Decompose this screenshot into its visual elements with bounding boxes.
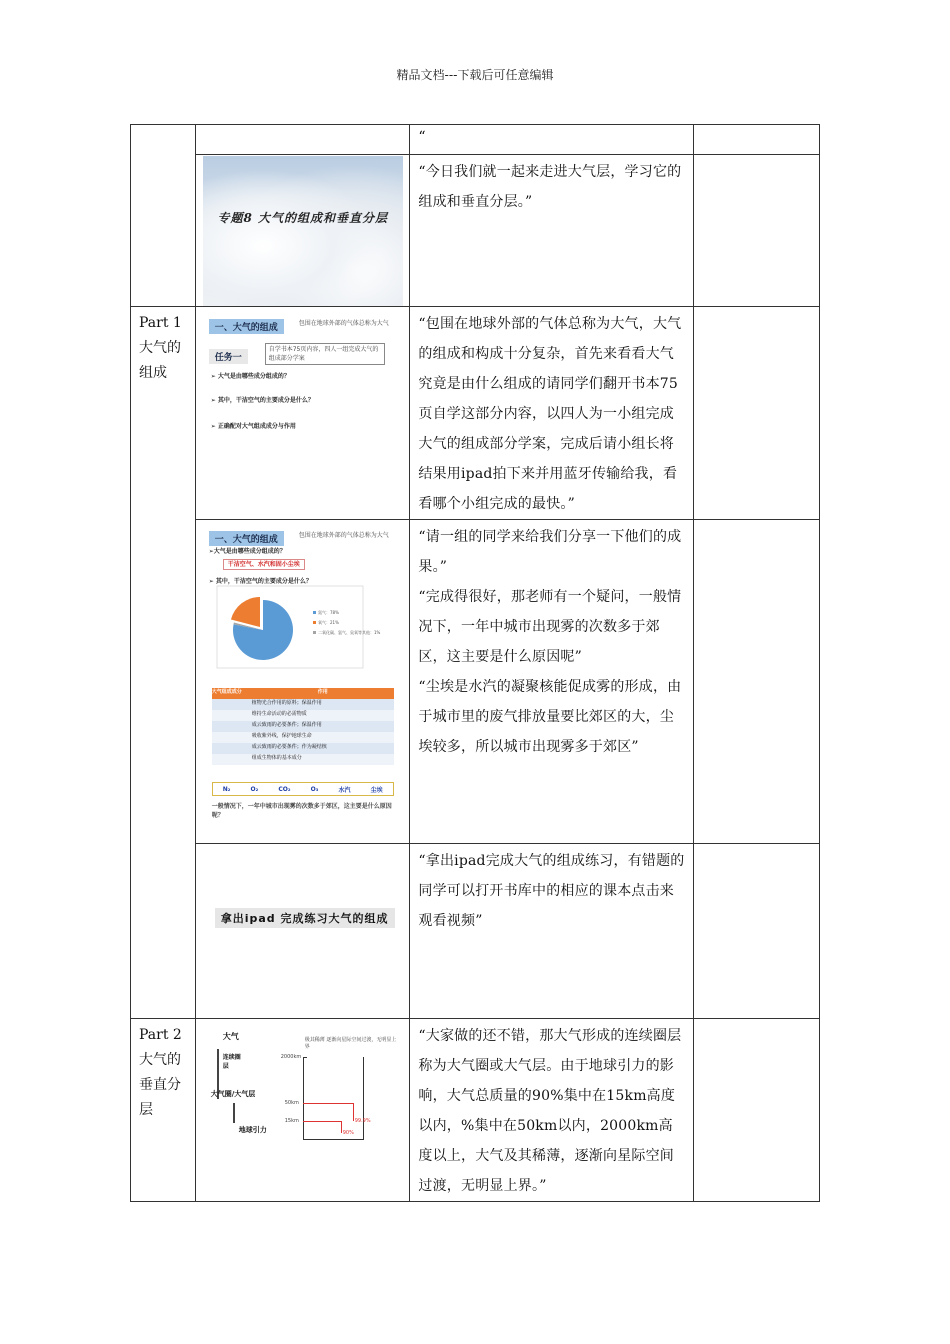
slide-note: 包围在地球外部的气体总称为大气 [298, 320, 389, 327]
pct-label: 90% [342, 1130, 354, 1136]
slide-note: 包围在地球外部的气体总称为大气 [298, 532, 389, 539]
slide-cell [196, 1019, 410, 1202]
pie-slice-o2 [231, 597, 260, 627]
line-50km-drop [353, 1103, 354, 1121]
speech-text: “尘埃是水汽的凝聚核能促成雾的形成，由于城市里的废气排放量要比郊区的大，尘埃较多，所以城市出现雾多于郊区” [418, 679, 682, 755]
note-cell [693, 307, 819, 520]
slide-cell [196, 307, 410, 520]
slide-tag: 一、大气的组成 [209, 319, 284, 334]
line-50km [303, 1103, 353, 1104]
line-15km [303, 1121, 341, 1122]
speech-text: “包围在地球外部的气体总称为大气，大气的组成和构成十分复杂，首先来看看大气究竟是由什么组成的请同学们翻开书本75页自学这部分内容，以四人为一小组完成大气的组成部分学案，完成后请小组长将结果用ipad拍下来并用蓝牙传输给我，看看哪个小组完成的最快。” [418, 316, 682, 512]
pct-label: 99.9% [354, 1118, 371, 1124]
part-label: Part 1 大气的组成 [139, 315, 182, 381]
legend-swatch-n2 [313, 611, 316, 614]
height-label: 2000km [280, 1054, 302, 1060]
part-cell [131, 125, 196, 307]
slide-bullet: ➢大气是由哪些成分组成的？ [208, 548, 286, 555]
legend-swatch-other [313, 631, 316, 634]
height-label: 50km [284, 1100, 299, 1106]
diagram-label: 大气圈/大气层 [210, 1090, 256, 1098]
slide-cell [196, 520, 410, 844]
speech-text: “完成得很好，那老师有一个疑问，一般情况下，一年中城市出现雾的次数多于郊区，这主要是什么原因呢” [418, 589, 682, 665]
column-right [363, 1057, 364, 1139]
speech-cell [410, 155, 693, 307]
line-15km-drop [341, 1121, 342, 1133]
table-row [131, 520, 820, 844]
layer-slide-image [203, 1023, 403, 1173]
gas-item: O₂ [250, 785, 259, 793]
legend-other: 二氧化碳、氩气、臭氧等其他：1% [317, 630, 381, 635]
table-row [131, 1019, 820, 1202]
slide-bullet: ➢ 大气是由哪些成分组成的？ [210, 373, 290, 380]
note-cell [693, 125, 819, 155]
height-label: 15km [284, 1118, 299, 1124]
slide-tag: 一、大气的组成 [209, 531, 284, 546]
diagram-arrow [233, 1103, 235, 1123]
gas-list [212, 782, 394, 796]
speech-text: “拿出ipad完成大气的组成练习，有错题的同学可以打开书库中的相应的课本点击来观看视频” [418, 853, 685, 929]
legend-swatch-o2 [313, 621, 316, 624]
diagram-label: 连续圈层 [222, 1054, 241, 1070]
speech-cell [410, 307, 693, 520]
speech-text: “ [418, 129, 426, 145]
slide-cell [196, 844, 410, 1019]
table-cell: 吸收紫外线，保护地球生命 [251, 733, 312, 739]
function-table [212, 688, 394, 765]
legend-n2: 氮气：78% [317, 610, 339, 615]
table-cell: 植物光合作用的原料；保温作用 [251, 700, 322, 706]
ipad-banner: 拿出ipad 完成练习大气的组成 [215, 908, 395, 928]
column-left [303, 1057, 304, 1139]
table-cell: 组成生物体的基本成分 [251, 755, 302, 761]
part-label: Part 2 大气的垂直分层 [139, 1027, 182, 1118]
speech-text: “大家做的还不错，那大气形成的连续圈层称为大气圈或大气层。由于地球引力的影响，大气总质量的90%集中在15km高度以内，%集中在50km以内，2000km高度以上，大气及其稀薄，逐渐向星际空间过渡，无明显上界。” [418, 1028, 682, 1194]
speech-text: “请一组的同学来给我们分享一下他们的成果。” [418, 529, 682, 575]
gas-item: CO₂ [278, 785, 291, 793]
slide-bullet: ➢ 其中，干洁空气的主要成分是什么？ [208, 578, 312, 585]
gas-item: 尘埃 [370, 786, 383, 794]
ipad-slide-image [203, 848, 403, 998]
table-cell: 成云致雨的必要条件；保温作用 [251, 722, 322, 728]
slide-bullet: ➢ 其中，干洁空气的主要成分是什么？ [210, 397, 314, 404]
slide-bullet: ➢ 正确配对大气组成成分与作用 [210, 423, 296, 430]
speech-cell [410, 844, 693, 1019]
page-header: 精品文档---下载后可任意编辑 [396, 68, 554, 82]
table-row [131, 155, 820, 307]
table-header: 大气组成成分 [211, 689, 242, 695]
note-cell [693, 155, 819, 307]
composition-slide-image [203, 524, 403, 674]
task-slide-image [203, 311, 403, 461]
table-row [131, 307, 820, 520]
slide-footnote: 一般情况下，一年中城市出现雾的次数多于郊区，这主要是什么原因呢？ [211, 803, 392, 819]
part-cell [131, 307, 196, 1019]
part-cell [131, 1019, 196, 1202]
task-label: 任务一 [209, 349, 248, 364]
note-cell [693, 520, 819, 844]
legend-o2: 氧气：21% [317, 620, 339, 625]
pie-chart [217, 586, 381, 670]
table-row [131, 844, 820, 1019]
slide-title: 专题8 大气的组成和垂直分层 [217, 211, 388, 225]
speech-cell [410, 125, 693, 155]
gas-item: N₂ [222, 785, 231, 793]
tick-2000 [303, 1057, 307, 1058]
slide-cell [196, 125, 410, 155]
task-box: 自学书本75页内容，四人一组完成大气的组成部分学案 [265, 343, 385, 365]
gas-item: O₃ [310, 785, 319, 793]
column-base [303, 1139, 364, 1140]
title-slide-image [203, 156, 403, 306]
speech-cell [410, 1019, 693, 1202]
table-cell: 维持生命活动的必需物质 [251, 711, 307, 717]
table-header: 作用 [317, 689, 328, 695]
function-slide-image [203, 678, 403, 838]
speech-text: “今日我们就一起来走进大气层，学习它的组成和垂直分层。” [418, 164, 682, 210]
slide-cell [196, 155, 410, 307]
note-cell [693, 844, 819, 1019]
note-cell [693, 1019, 819, 1202]
table-cell: 成云致雨的必要条件；作为凝结核 [251, 744, 327, 750]
table-row [131, 125, 820, 155]
diagram-label: 地球引力 [238, 1126, 267, 1134]
speech-cell [410, 520, 693, 844]
top-note: 极其稀薄 逐渐向星际空间过渡，无明显上界 [304, 1037, 397, 1050]
gas-item: 水汽 [338, 786, 351, 794]
lesson-table [130, 124, 820, 1202]
diagram-label: 大气 [222, 1032, 239, 1041]
answer-box: 干洁空气、水汽和固小尘埃 [223, 559, 305, 570]
